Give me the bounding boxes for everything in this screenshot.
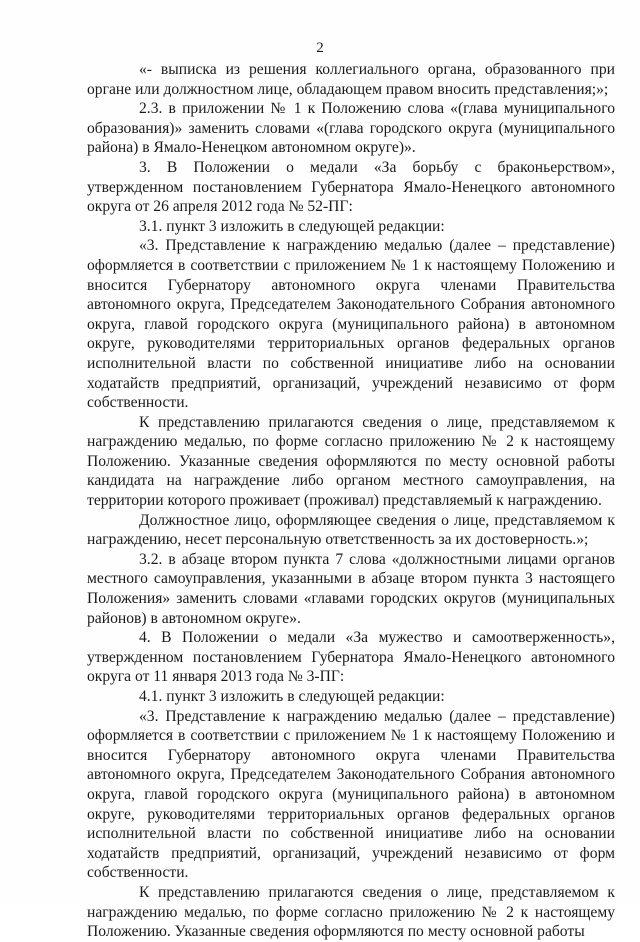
- document-body: [87, 60, 615, 942]
- paragraph: 2.3. в приложении № 1 к Положению слова «(глава муниципального образования)» заменить словами «(глава городского округа (муниципального района) в Ямало-Ненецком автономном округе)».: [87, 100, 615, 157]
- paragraph: К представлению прилагаются сведения о лице, представляемом к награждению медалью, по форме согласно приложению № 2 к настоящему Положению. Указанные сведения оформляются по месту основной работы: [87, 883, 615, 941]
- page-number: 2: [316, 40, 324, 56]
- paragraph: 3.1. пункт 3 изложить в следующей редакции:: [139, 217, 445, 235]
- paragraph: «- выписка из решения коллегиального органа, образованного при органе или должностном лице, обладающем правом вносить представления;»;: [87, 61, 615, 98]
- paragraph: 3.2. в абзаце втором пункта 7 слова «должностными лицами органов местного самоуправления, указанными в абзаце втором пункта 3 настоящего Положения» заменить словами «главами городских округов (муниципальных районов) в автономном округе».: [87, 550, 615, 627]
- paragraph: Должностное лицо, оформляющее сведения о лице, представляемом к награждению, несет персональную ответственность за их достоверность.»;: [87, 511, 615, 549]
- paragraph: 4. В Положении о медали «За мужество и самоотверженность», утвержденном постановлением Губернатора Ямало-Ненецкого автономного округа от 11 января 2013 года № 3-ПГ:: [87, 629, 615, 686]
- paragraph: «3. Представление к награждению медалью (далее – представление) оформляется в соответствии с приложением № 1 к настоящему Положению и вносится Губернатору автономного округа членами Правительства автономного округа, Председателем Законодательного Собрания автономного округа, главой городского округа (муниципального района) в автономном округе, руководителями территориальных органов федеральных органов исполнительной власти по собственной инициативе либо на основании ходатайств предприятий, организаций, учреждений независимо от форм собственности.: [87, 237, 615, 412]
- paragraph: «3. Представление к награждению медалью (далее – представление) оформляется в соответствии с приложением № 1 к настоящему Положению и вносится Губернатору автономного округа членами Правительства автономного округа, Председателем Законодательного Собрания автономного округа, главой городского округа (муниципального района) в автономном округе, руководителями территориальных органов федеральных органов исполнительной власти по собственной инициативе либо на основании ходатайств предприятий, организаций, учреждений независимо от форм собственности.: [87, 707, 615, 882]
- paragraph: 4.1. пункт 3 изложить в следующей редакции:: [139, 688, 445, 705]
- paragraph: 3. В Положении о медали «За борьбу с браконьерством», утвержденном постановлением Губернатора Ямало-Ненецкого автономного округа от 26 апреля 2012 года № 52-ПГ:: [87, 158, 615, 216]
- paragraph: К представлению прилагаются сведения о лице, представляемом к награждению медалью, по форме согласно приложению № 2 к настоящему Положению. Указанные сведения оформляются по месту основной работы кандидата на награждение либо органом местного самоуправления, на территории которого проживает (проживал) представляемый к награждению.: [87, 413, 615, 510]
